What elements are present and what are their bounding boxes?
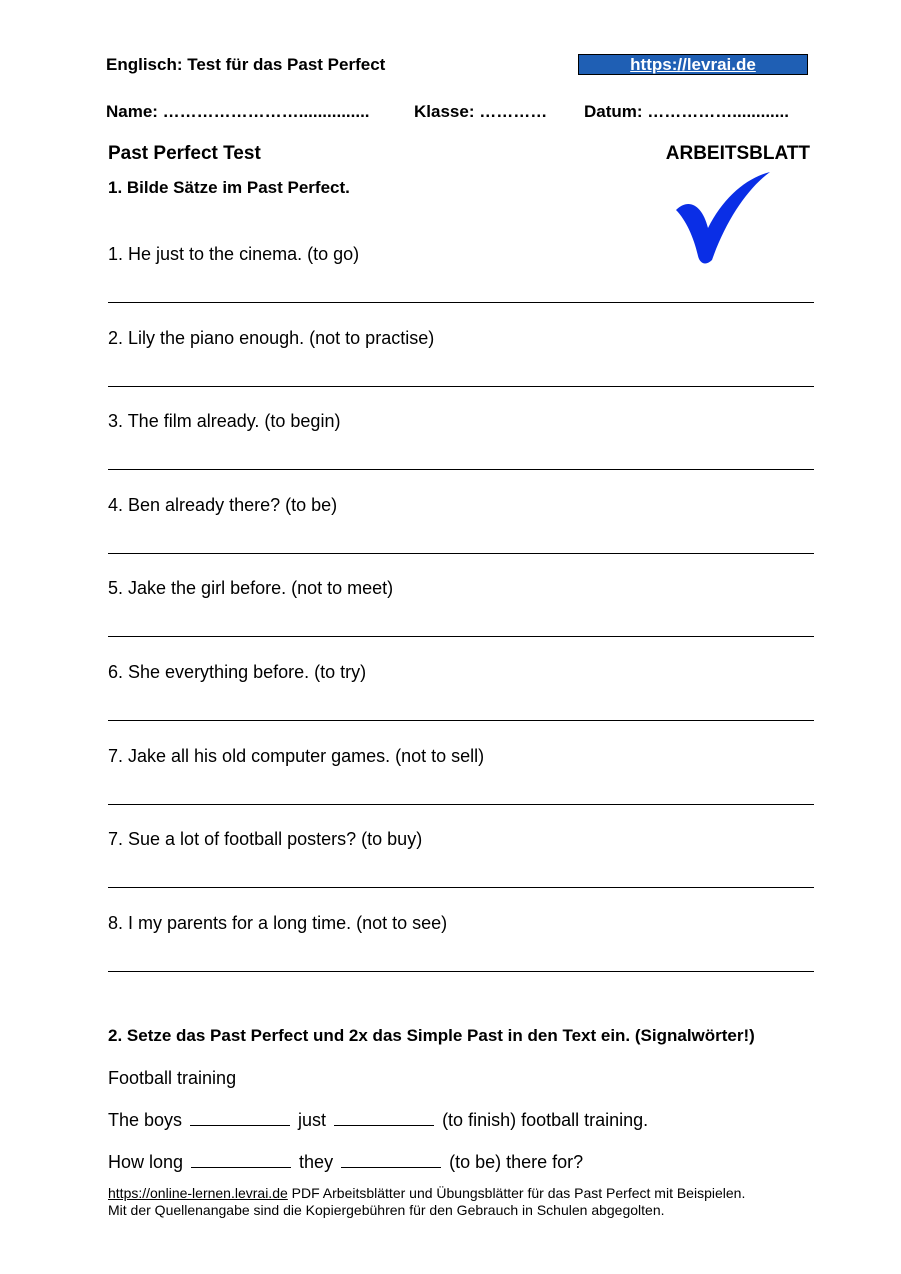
worksheet-label: ARBEITSBLATT — [665, 143, 810, 164]
blank-1a[interactable] — [190, 1111, 290, 1126]
blank-1b[interactable] — [334, 1111, 434, 1126]
text-subtitle: Football training — [108, 1068, 237, 1088]
answer-line[interactable] — [108, 386, 814, 387]
footer-text-1: PDF Arbeitsblätter und Übungsblätter für das Past Perfect mit Beispielen. — [287, 1185, 746, 1201]
answer-line[interactable] — [108, 636, 814, 637]
answer-line[interactable] — [108, 804, 814, 805]
footer-link[interactable]: https://online-lernen.levrai.de — [108, 1185, 288, 1201]
document-title: Englisch: Test für das Past Perfect — [106, 55, 386, 74]
klasse-field[interactable]: Klasse: ………… — [414, 102, 548, 121]
name-field[interactable]: Name: ……………………............... — [106, 102, 370, 121]
sentence-1-part-b: just — [298, 1110, 327, 1130]
sentence-2-part-a: How long — [108, 1152, 184, 1172]
fill-sentence-1 — [108, 1110, 648, 1131]
datum-field[interactable]: Datum: ……………............ — [584, 102, 789, 121]
footer-text-2: Mit der Quellenangabe sind die Kopiergebühren für den Gebrauch in Schulen abgegolten. — [108, 1202, 665, 1218]
answer-line[interactable] — [108, 720, 814, 721]
website-link[interactable]: https://levrai.de — [578, 54, 808, 75]
exercise-item: 8. I my parents for a long time. (not to see) — [108, 912, 448, 933]
answer-line[interactable] — [108, 469, 814, 470]
answer-line[interactable] — [108, 971, 814, 972]
exercise-item: 1. He just to the cinema. (to go) — [108, 244, 360, 264]
checkmark-icon — [668, 168, 778, 268]
exercise-item: 4. Ben already there? (to be) — [108, 494, 338, 515]
fill-sentence-2 — [108, 1152, 583, 1173]
exercise-item: 3. The film already. (to begin) — [108, 411, 341, 432]
exercise-item: 2. Lily the piano enough. (not to practise) — [108, 327, 435, 348]
exercise-item: 7. Sue a lot of football posters? (to buy) — [108, 829, 423, 850]
sentence-1-part-c: (to finish) football training. — [442, 1110, 649, 1130]
sentence-2-part-b: they — [299, 1152, 334, 1172]
exercise-item: 6. She everything before. (to try) — [108, 662, 367, 682]
blank-2b[interactable] — [341, 1153, 441, 1168]
exercise-item: 7. Jake all his old computer games. (not to sell) — [108, 745, 485, 766]
task1-heading: 1. Bilde Sätze im Past Perfect. — [108, 178, 350, 197]
answer-line[interactable] — [108, 302, 814, 303]
exercise-item: 5. Jake the girl before. (not to meet) — [108, 578, 394, 599]
section-title: Past Perfect Test — [108, 143, 261, 164]
answer-line[interactable] — [108, 887, 814, 888]
blank-2a[interactable] — [191, 1153, 291, 1168]
task2-heading: 2. Setze das Past Perfect und 2x das Simple Past in den Text ein. (Signalwörter!) — [108, 1026, 755, 1045]
sentence-2-part-c: (to be) there for? — [449, 1152, 584, 1172]
sentence-1-part-a: The boys — [108, 1110, 183, 1130]
answer-line[interactable] — [108, 553, 814, 554]
footer — [108, 1185, 745, 1219]
